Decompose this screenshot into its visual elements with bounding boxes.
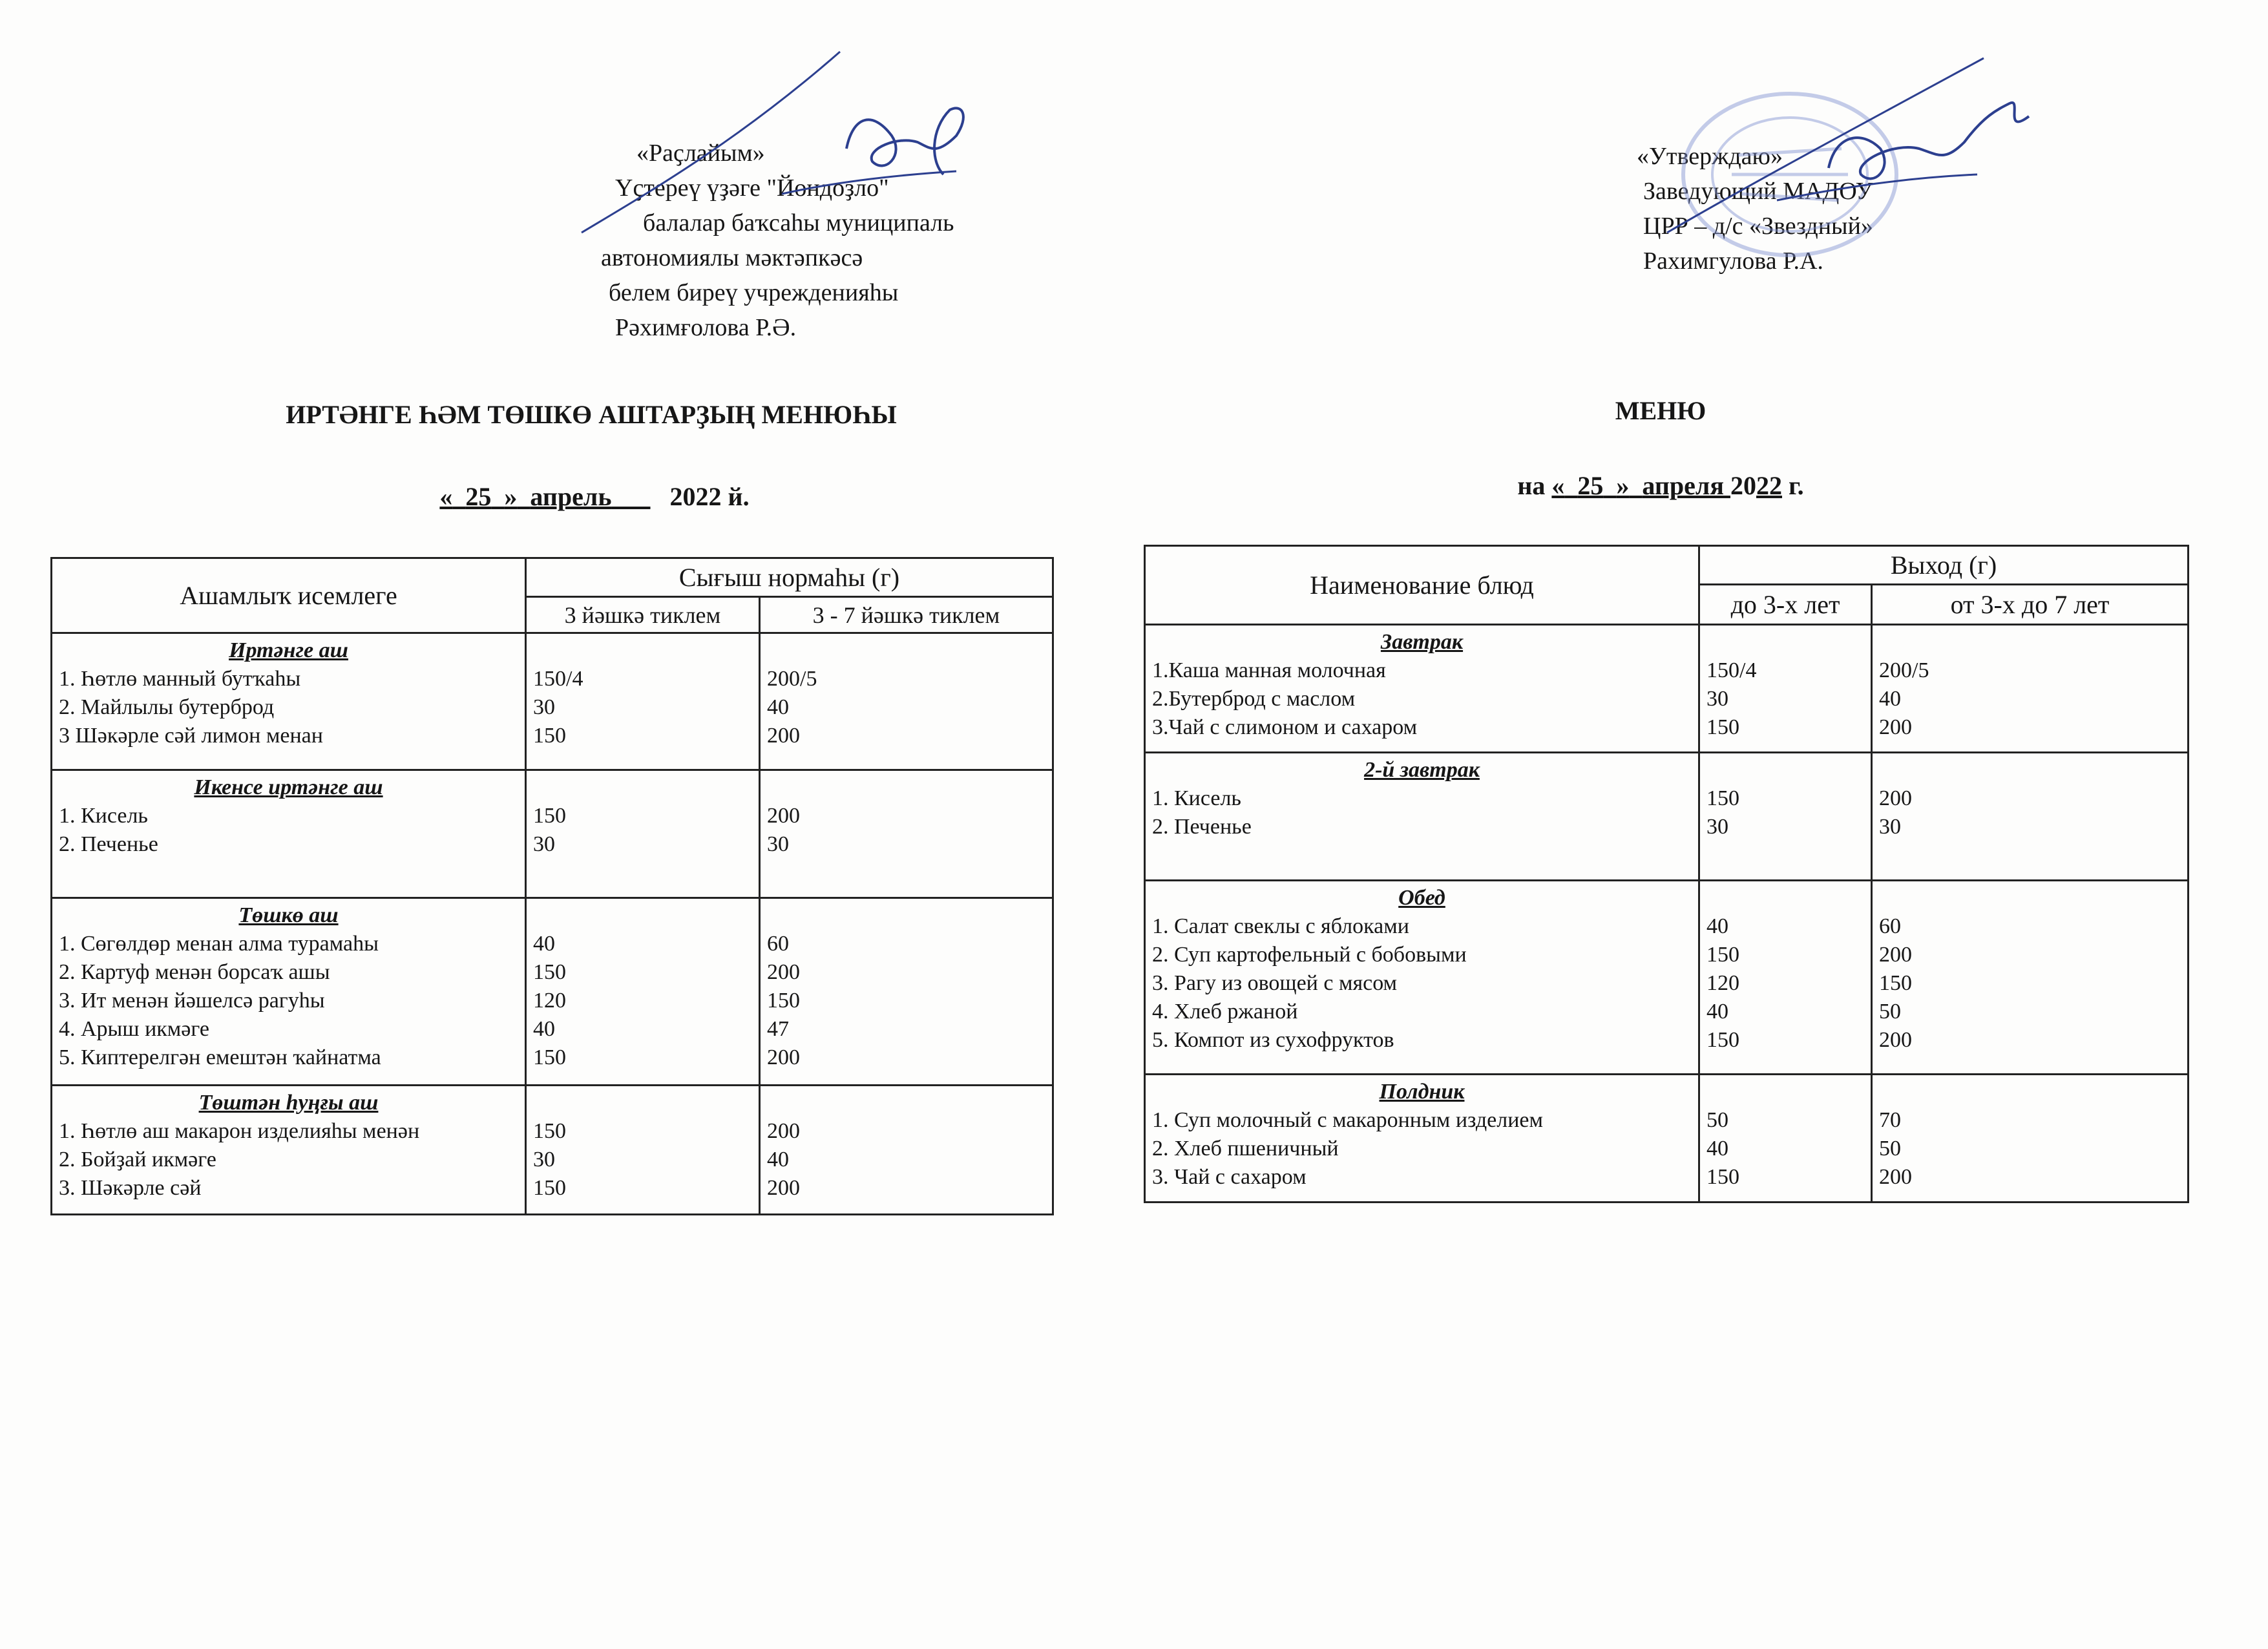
spacer bbox=[533, 773, 752, 802]
spacer bbox=[1706, 628, 1864, 656]
portion-value: 200/5 bbox=[767, 667, 817, 691]
meal-section-row bbox=[1145, 753, 2189, 881]
portion-value: 60 bbox=[1879, 914, 1901, 938]
portion-cell-age1 bbox=[1699, 625, 1872, 753]
dish-item: 2. Майлылы бутерброд bbox=[59, 695, 275, 719]
dish-item: 1. Һөтлө манный бутҡаһы bbox=[59, 667, 301, 691]
spacer bbox=[767, 1089, 1045, 1117]
approval-line: автономиялы мәктәпкәсә bbox=[601, 244, 863, 271]
portion-value: 200 bbox=[1879, 715, 1912, 739]
portion-value: 150 bbox=[533, 1176, 566, 1200]
portion-value: 30 bbox=[1879, 815, 1901, 839]
portion-cell-age1 bbox=[526, 898, 760, 1086]
dish-item: 1.Каша манная молочная bbox=[1152, 658, 1386, 682]
portion-cell-age2 bbox=[1872, 625, 2189, 753]
dish-item: 1. Һөтлө аш макарон изделияһы менән bbox=[59, 1119, 420, 1143]
portion-value: 200 bbox=[767, 1119, 800, 1143]
meal-section-row bbox=[52, 898, 1053, 1086]
portion-value: 200 bbox=[767, 1045, 800, 1069]
meal-dishes-cell bbox=[52, 898, 526, 1086]
col-header-age2: от 3-х до 7 лет bbox=[1872, 585, 2189, 625]
meal-section-row bbox=[1145, 881, 2189, 1075]
spacer bbox=[767, 901, 1045, 930]
portion-cell-age2 bbox=[1872, 1075, 2189, 1203]
meal-title: Завтрак bbox=[1380, 630, 1464, 654]
spacer bbox=[1879, 1078, 2181, 1106]
dish-item: 1. Кисель bbox=[59, 804, 148, 828]
portion-value: 150 bbox=[1706, 1028, 1739, 1052]
portion-value: 200 bbox=[767, 1176, 800, 1200]
right-table-body bbox=[1145, 625, 2189, 1203]
meal-title: Обед bbox=[1398, 886, 1445, 910]
spacer bbox=[1706, 756, 1864, 784]
portion-cell-age1 bbox=[1699, 1075, 1872, 1203]
portion-value: 120 bbox=[1706, 971, 1739, 995]
portion-value: 50 bbox=[1879, 1137, 1901, 1161]
dish-item: 5. Киптерелгән емештән ҡайнатма bbox=[59, 1045, 381, 1069]
dish-item: 1. Сөгөлдөр менан алма турамаһы bbox=[59, 932, 379, 956]
left-date bbox=[362, 481, 827, 512]
meal-dishes-cell bbox=[52, 633, 526, 770]
spacer bbox=[533, 636, 752, 665]
date-quote-close: » bbox=[1616, 471, 1630, 500]
portion-value: 200 bbox=[767, 960, 800, 984]
left-date-underlined bbox=[439, 482, 650, 511]
portion-value: 30 bbox=[1706, 815, 1728, 839]
right-signature bbox=[1615, 39, 2068, 271]
meal-dishes-cell bbox=[1145, 625, 1699, 753]
meal-title: Полдник bbox=[1379, 1080, 1465, 1104]
portion-value: 150 bbox=[533, 1045, 566, 1069]
spacer bbox=[1706, 1078, 1864, 1106]
spacer bbox=[533, 901, 752, 930]
portion-value: 150 bbox=[1706, 1165, 1739, 1189]
dish-item: 3. Рагу из овощей с мясом bbox=[1152, 971, 1398, 995]
col-header-output: Выход (г) bbox=[1699, 546, 2189, 585]
portion-value: 200 bbox=[1879, 1165, 1912, 1189]
dish-item: 1. Салат свеклы с яблоками bbox=[1152, 914, 1409, 938]
date-quote-close: » bbox=[504, 482, 518, 511]
dish-item: 4. Хлеб ржаной bbox=[1152, 1000, 1298, 1024]
portion-value: 150 bbox=[1706, 786, 1739, 810]
left-table-body bbox=[52, 633, 1053, 1215]
dish-item: 2. Печенье bbox=[1152, 815, 1252, 839]
dish-item: 3.Чай с слимоном и сахаром bbox=[1152, 715, 1418, 739]
right-date-underlined bbox=[1551, 471, 1730, 500]
col-header-output: Сығыш нормаһы (г) bbox=[526, 558, 1053, 597]
col-header-dish: Наименование блюд bbox=[1145, 546, 1699, 625]
portion-value: 30 bbox=[533, 1148, 555, 1171]
right-page-title: МЕНЮ bbox=[1615, 396, 1706, 425]
portion-value: 150 bbox=[1706, 715, 1739, 739]
portion-cell-age1 bbox=[1699, 753, 1872, 881]
spacer bbox=[1879, 628, 2181, 656]
portion-value: 40 bbox=[1706, 1000, 1728, 1024]
dish-item: 3 Шәкәрле сәй лимон менан bbox=[59, 724, 323, 748]
portion-cell-age1 bbox=[526, 633, 760, 770]
portion-value: 120 bbox=[533, 989, 566, 1013]
portion-value: 200 bbox=[1879, 1028, 1912, 1052]
portion-cell-age2 bbox=[760, 898, 1053, 1086]
portion-cell-age2 bbox=[1872, 881, 2189, 1075]
meal-title: Төшкө аш bbox=[238, 903, 339, 927]
portion-value: 30 bbox=[767, 832, 789, 856]
dish-item: 1. Суп молочный с макаронным изделием bbox=[1152, 1108, 1543, 1132]
portion-value: 200 bbox=[767, 804, 800, 828]
date-year: 2022 й. bbox=[669, 482, 750, 511]
spacer bbox=[1879, 884, 2181, 912]
spacer bbox=[1879, 756, 2181, 784]
meal-section-row bbox=[1145, 625, 2189, 753]
portion-value: 150 bbox=[533, 804, 566, 828]
approval-line: «Раҫлайым» bbox=[636, 140, 765, 167]
spacer bbox=[767, 636, 1045, 665]
portion-value: 40 bbox=[767, 1148, 789, 1171]
meal-title: 2-й завтрак bbox=[1364, 758, 1480, 782]
col-header-age2: 3 - 7 йәшкә тиклем bbox=[760, 597, 1053, 633]
meal-title: Икенсе иртәнге аш bbox=[194, 775, 383, 799]
date-year-part: 20 bbox=[1730, 471, 1756, 500]
portion-value: 150 bbox=[1706, 943, 1739, 967]
approval-line: Рәхимғолова Р.Ә. bbox=[615, 314, 797, 341]
portion-cell-age1 bbox=[1699, 881, 1872, 1075]
approval-line: ЦРР – д/с «Звездный» bbox=[1643, 213, 1873, 240]
portion-value: 40 bbox=[767, 695, 789, 719]
portion-value: 30 bbox=[533, 695, 555, 719]
dish-item: 2. Суп картофельный с бобовыми bbox=[1152, 943, 1467, 967]
approval-line: белем биреү учрежденияһы bbox=[609, 279, 899, 306]
spacer bbox=[533, 1089, 752, 1117]
meal-title: Иртәнге аш bbox=[229, 638, 348, 662]
portion-value: 40 bbox=[533, 932, 555, 956]
portion-value: 40 bbox=[1879, 687, 1901, 711]
spacer bbox=[1706, 884, 1864, 912]
portion-value: 200 bbox=[1879, 943, 1912, 967]
meal-dishes-cell bbox=[1145, 753, 1699, 881]
portion-cell-age2 bbox=[1872, 753, 2189, 881]
approval-line: «Утверждаю» bbox=[1637, 143, 1783, 170]
dish-item: 2. Бойҙай икмәге bbox=[59, 1148, 216, 1171]
meal-dishes-cell bbox=[52, 770, 526, 898]
dish-item: 2. Печенье bbox=[59, 832, 158, 856]
dish-item: 1. Кисель bbox=[1152, 786, 1241, 810]
portion-value: 60 bbox=[767, 932, 789, 956]
col-header-dish: Ашамлыҡ исемлеге bbox=[52, 558, 526, 633]
portion-value: 40 bbox=[1706, 1137, 1728, 1161]
date-month: апрель bbox=[530, 482, 612, 511]
portion-value: 200/5 bbox=[1879, 658, 1929, 682]
portion-value: 150 bbox=[1879, 971, 1912, 995]
approval-line: балалар баҡсаһы муниципаль bbox=[643, 209, 954, 236]
portion-value: 50 bbox=[1706, 1108, 1728, 1132]
dish-item: 2. Картуф менән борсаҡ ашы bbox=[59, 960, 330, 984]
col-header-age1: 3 йәшкә тиклем bbox=[526, 597, 760, 633]
portion-value: 200 bbox=[1879, 786, 1912, 810]
left-signature bbox=[569, 39, 982, 258]
meal-section-row bbox=[52, 1086, 1053, 1215]
date-quote-open: « bbox=[439, 482, 453, 511]
left-page-title: ИРТӘНГЕ ҺӘМ ТӨШКӨ АШТАРҘЫҢ МЕНЮҺЫ bbox=[286, 400, 897, 429]
portion-value: 150 bbox=[533, 724, 566, 748]
meal-title: Төштән һуңғы аш bbox=[198, 1091, 379, 1115]
col-header-age1: до 3-х лет bbox=[1699, 585, 1872, 625]
dish-item: 2. Хлеб пшеничный bbox=[1152, 1137, 1339, 1161]
meal-dishes-cell bbox=[52, 1086, 526, 1215]
dish-item: 3. Чай с сахаром bbox=[1152, 1165, 1307, 1189]
dish-item: 4. Арыш икмәге bbox=[59, 1017, 209, 1041]
approval-line: Рахимгулова Р.А. bbox=[1643, 247, 1823, 275]
portion-cell-age2 bbox=[760, 633, 1053, 770]
portion-cell-age1 bbox=[526, 1086, 760, 1215]
approval-line: Үҫтереү үҙәге "Йондоҙло" bbox=[615, 174, 889, 202]
date-year-suffix: г. bbox=[1782, 471, 1804, 500]
portion-value: 150 bbox=[533, 960, 566, 984]
dish-item: 3. Ит менән йәшелсә рагуһы bbox=[59, 989, 325, 1013]
date-prefix: на bbox=[1517, 471, 1546, 500]
meal-dishes-cell bbox=[1145, 881, 1699, 1075]
portion-cell-age2 bbox=[760, 1086, 1053, 1215]
portion-value: 47 bbox=[767, 1017, 789, 1041]
date-day: 25 bbox=[465, 482, 492, 511]
dish-item: 2.Бутерброд с маслом bbox=[1152, 687, 1356, 711]
dish-item: 3. Шәкәрле сәй bbox=[59, 1176, 202, 1200]
meal-section-row bbox=[1145, 1075, 2189, 1203]
right-date bbox=[1402, 470, 1919, 501]
portion-value: 40 bbox=[1706, 914, 1728, 938]
date-day: 25 bbox=[1577, 471, 1604, 500]
date-quote-open: « bbox=[1551, 471, 1565, 500]
date-month: апреля bbox=[1642, 471, 1724, 500]
portion-value: 50 bbox=[1879, 1000, 1901, 1024]
dish-item: 5. Компот из сухофруктов bbox=[1152, 1028, 1394, 1052]
portion-value: 30 bbox=[1706, 687, 1728, 711]
meal-section-row bbox=[52, 633, 1053, 770]
portion-value: 150/4 bbox=[1706, 658, 1757, 682]
portion-value: 150/4 bbox=[533, 667, 583, 691]
portion-value: 150 bbox=[533, 1119, 566, 1143]
meal-section-row bbox=[52, 770, 1053, 898]
portion-cell-age2 bbox=[760, 770, 1053, 898]
portion-value: 150 bbox=[767, 989, 800, 1013]
approval-line: Заведующий МАДОУ bbox=[1643, 178, 1873, 205]
spacer bbox=[767, 773, 1045, 802]
portion-value: 70 bbox=[1879, 1108, 1901, 1132]
right-menu-table bbox=[1144, 545, 2189, 1203]
portion-value: 200 bbox=[767, 724, 800, 748]
portion-cell-age1 bbox=[526, 770, 760, 898]
date-year-part: 22 bbox=[1756, 471, 1782, 500]
portion-value: 30 bbox=[533, 832, 555, 856]
left-menu-table bbox=[50, 557, 1054, 1215]
meal-dishes-cell bbox=[1145, 1075, 1699, 1203]
portion-value: 40 bbox=[533, 1017, 555, 1041]
